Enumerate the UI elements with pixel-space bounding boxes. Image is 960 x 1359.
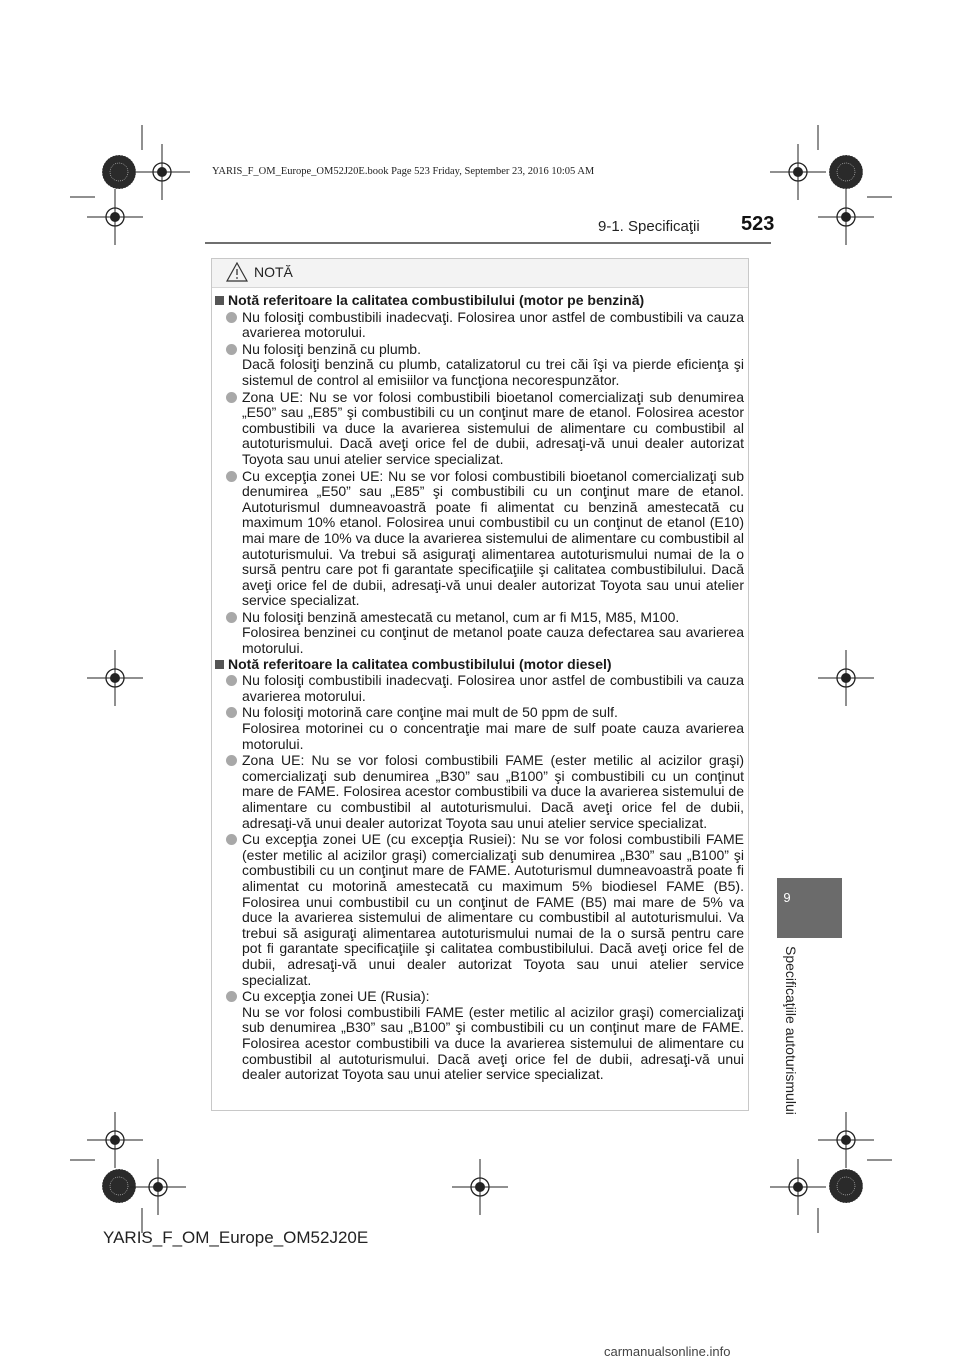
list-item: Zona UE: Nu se vor folosi combustibili FAME (ester metilic al acizilor graşi) comercializaţi sub denumirea „B30” sau „B100” şi combustibili cu un conţinut mare de FAME. Folosirea acestor combustibili va duce la avarierea sistemului de alimentare cu combustibil al autoturismului. Dacă aveţi orice fel de dubii, adresaţi-vă unui dealer autorizat Toyota sau unui atelier service specializat.	[214, 753, 744, 831]
list-item: Nu folosiţi motorină care conţine mai mult de 50 ppm de sulf. Folosirea motorinei cu o concentraţie mai mare de sulf poate cauza avarierea motorului.	[214, 705, 744, 752]
list-item: Nu folosiţi benzină amestecată cu metanol, cum ar fi M15, M85, M100. Folosirea benzinei cu conţinut de metanol poate cauza defectarea sau avarierea motorului.	[214, 610, 744, 657]
bullet-icon	[226, 312, 237, 323]
chapter-title: Specificaţiile autoturismului	[783, 946, 799, 1115]
list-item: Nu folosiţi combustibili inadecvaţi. Folosirea unor astfel de combustibili va cauza avarierea motorului.	[214, 310, 744, 341]
bullet-icon	[226, 344, 237, 355]
bullet-icon	[226, 755, 237, 766]
bullet-icon	[226, 675, 237, 686]
bullet-icon	[226, 471, 237, 482]
notice-title: NOTĂ	[254, 264, 293, 280]
square-bullet-icon	[215, 296, 224, 305]
section-heading-diesel: Notă referitoare la calitatea combustibilului (motor diesel)	[214, 657, 744, 673]
file-header: YARIS_F_OM_Europe_OM52J20E.book Page 523 Friday, September 23, 2016 10:05 AM	[212, 166, 595, 177]
bullet-icon	[226, 834, 237, 845]
list-item: Nu folosiţi combustibili inadecvaţi. Folosirea unor astfel de combustibili va cauza avarierea motorului.	[214, 673, 744, 704]
square-bullet-icon	[215, 660, 224, 669]
list-item: Cu excepţia zonei UE: Nu se vor folosi combustibili bioetanol comercializaţi sub denumirea „E50” sau „E85” şi combustibili cu un conţinut mare de etanol. Autoturismul dumneavoastră poate fi alimentat cu benzină amestecată cu maximum 10% etanol. Folosirea unui combustibil cu un conţinut de etanol (E10) mai mare de 10% va duce la avarierea sistemului de alimentare cu combustibil al autoturismului. Va trebui să asiguraţi alimentarea autoturismului numai de la o sursă pentru care pot fi garantate specificaţiile şi calitatea combustibilului. Dacă aveţi orice fel de dubii, adresaţi-vă unui dealer autorizat Toyota sau unui atelier service specializat.	[214, 469, 744, 609]
warning-triangle-icon	[226, 262, 248, 282]
bullet-icon	[226, 612, 237, 623]
notice-content	[214, 293, 744, 1083]
document-code: YARIS_F_OM_Europe_OM52J20E	[103, 1228, 369, 1247]
watermark: carmanualsonline.info	[604, 1344, 731, 1359]
list-item: Cu excepţia zonei UE (cu excepţia Rusiei): Nu se vor folosi combustibili FAME (ester metilic al acizilor graşi) comercializaţi sub denumirea „B30” sau „B100” şi combustibili cu un conţinut mare de FAME. Autoturismul dumneavoastră poate fi alimentat cu motorină amestecată cu maximum 5% biodiesel FAME (B5). Folosirea unui combustibil cu un conţinut de FAME (B5) mai mare de 5% va duce la avarierea sistemului de alimentare cu combustibil al autoturismului. Va trebui să asiguraţi alimentarea autoturismului numai de la o sursă pentru care pot fi garantate specificaţiile şi calitatea combustibilului. Dacă aveţi orice fel de dubii, adresaţi-vă unui dealer autorizat Toyota sau unui atelier service specializat.	[214, 832, 744, 988]
chapter-tab	[777, 878, 842, 938]
bullet-icon	[226, 991, 237, 1002]
page-number: 523	[741, 213, 775, 235]
chapter-number: 9	[783, 890, 791, 905]
section-heading-petrol: Notă referitoare la calitatea combustibilului (motor pe benzină)	[214, 293, 744, 309]
list-item: Cu excepţia zonei UE (Rusia): Nu se vor folosi combustibili FAME (ester metilic al acizilor graşi) comercializaţi sub denumirea „B30” sau „B100” şi combustibili cu un conţinut mare de FAME. Folosirea acestor combustibili va duce la avarierea sistemului de alimentare cu combustibil al autoturismului. Dacă aveţi orice fel de dubii, adresaţi-vă unui dealer autorizat Toyota sau unui atelier service specializat.	[214, 989, 744, 1083]
list-item: Nu folosiţi benzină cu plumb. Dacă folosiţi benzină cu plumb, catalizatorul cu trei căi îşi va pierde eficienţa şi sistemul de control al emisiilor va funcţiona necorespunzător.	[214, 342, 744, 389]
section-title: 9-1. Specificaţii	[598, 218, 700, 235]
bullet-icon	[226, 707, 237, 718]
header-divider	[205, 242, 771, 244]
bullet-icon	[226, 392, 237, 403]
list-item: Zona UE: Nu se vor folosi combustibili bioetanol comercializaţi sub denumirea „E50” sau „E85” şi combustibili cu un conţinut mare de etanol. Folosirea acestor combustibili va duce la avarierea sistemului de alimentare cu combustibil al autoturismului. Dacă aveţi orice fel de dubii, adresaţi-vă unui dealer autorizat Toyota sau unui atelier service specializat.	[214, 390, 744, 468]
